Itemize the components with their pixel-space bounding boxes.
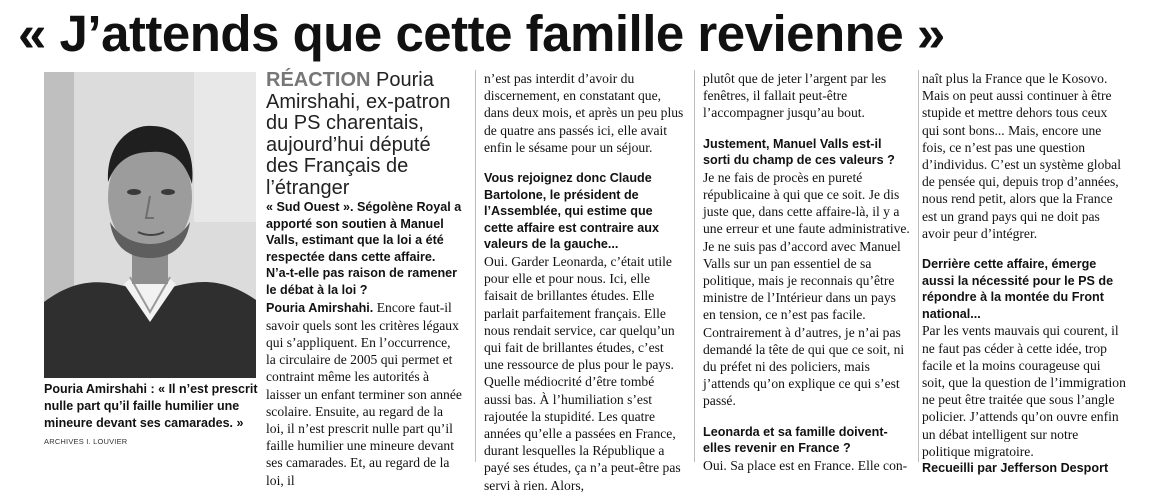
paragraph-3b: Je ne fais de procès en pureté républicaine à qui que ce soit. Je dis juste que, dans cette affaire-là, il y a une erreur et une faute administrative. Je ne suis pas d’accord avec Manuel Valls sur un pan essentiel de sa politique, mais je reconnais qu’être ministre de l’Intérieur dans un pays en tension, ce n’est pas facile. Contrairement à d’autres, je n’ai pas demandé la tête de qui que ce soit, ni du préfet ni des policiers, mais j’attends qu’on explique ce qui s’est passé.: [703, 169, 910, 409]
portrait-photo: [44, 72, 256, 378]
answer-1: [266, 299, 462, 489]
paragraph-3c: Oui. Sa place est en France. Elle con-: [703, 457, 908, 473]
question-3: Justement, Manuel Valls est-il sorti du champ de ces valeurs ?: [703, 136, 895, 168]
question-5: Derrière cette affaire, émerge aussi la nécessité pour le PS de répondre à la montée du Front national...: [922, 257, 1114, 321]
intro: [266, 70, 462, 199]
column-divider: [918, 70, 919, 462]
column-4: [922, 70, 1126, 477]
paragraph-4b: Par les vents mauvais qui courent, il ne faut pas céder à cette idée, trop facile et la moins courageuse qui soit, que la question de l’immigration ne peut être traitée que sous l’angle policier. J’attends qu’on ouvre enfin un débat intelligent sur notre politique migratoire.: [922, 323, 1126, 459]
kicker: RÉACTION: [266, 69, 371, 91]
paragraph-2a: n’est pas interdit d’avoir du discernement, en constatant que, dans deux mois, et après un peu plus de quatre ans passés ici, elle avait enfin le sésame pour un séjour.: [484, 71, 684, 155]
photo-caption: [44, 381, 258, 450]
speaker-name: Pouria Amirshahi.: [266, 300, 374, 315]
spacer: [703, 122, 910, 136]
paragraph-4a: naît plus la France que le Kosovo. Mais on peut aussi continuer à être stupide et mettre dehors tous ceux qui sont bons... Mais, encore une fois, ce n’est pas une question d’individus. C’est un système global de pensée qui, depuis trop d’années, nous rend petit, alors que la France est un grand pays qui ne doit pas avoir peur d’intégrer.: [922, 71, 1121, 241]
column-divider: [694, 70, 695, 462]
spacer: [922, 242, 1126, 256]
spacer: [703, 410, 910, 424]
question-4: Leonarda et sa famille doivent-elles revenir en France ?: [703, 424, 888, 456]
paragraph-3a: plutôt que de jeter l’argent par les fenêtres, il fallait peut-être l’accompagner jusqu’au bout.: [703, 71, 887, 121]
photo-caption-text: Pouria Amirshahi : « Il n’est prescrit nulle part qu’il faille humilier une mineure devant ses camarades. »: [44, 382, 258, 430]
question-1: « Sud Ouest ». Ségolène Royal a apporté son soutien à Manuel Valls, estimant que la loi a été respectée dans cette affaire. N’a-t-elle pas raison de ramener le débat à la loi ?: [266, 200, 462, 297]
spacer: [484, 156, 684, 170]
column-3: [703, 70, 910, 474]
column-2: [484, 70, 684, 494]
column-1: [266, 70, 462, 489]
photo-credit: ARCHIVES I. LOUVIER: [44, 437, 128, 446]
column-divider: [475, 70, 476, 462]
intro-text: Pouria Amirshahi, ex-patron du PS charentais, aujourd’hui député des Français de l’étranger: [266, 69, 451, 199]
headline: « J’attends que cette famille revienne »: [18, 5, 945, 62]
paragraph-2b: Oui. Garder Leonarda, c’était utile pour elle et pour nous. Ici, elle faisait de brillantes études. Elle parlait parfaitement français. Elle nous rendait service, car quelqu’un qui fait de brillantes études, c’est une ressource de plus pour le pays. Quelle médiocrité d’être tombé aussi bas. À l’humiliation s’est rajoutée la stupidité. Les quatre années qu’elle a passées en France, durant lesquelles la République a payé ses études, ça n’a peut-être pas servi à rien. Alors,: [484, 253, 681, 493]
answer-1-text: Encore faut-il savoir quels sont les critères légaux qui s’appliquent. En l’occurrence, la circulaire de 2005 qui permet et contraint même les autorités à laisser un enfant terminer son année scolaire. Ensuite, au regard de la loi, il n’est prescrit nulle part qu’il faille humilier une mineure devant ses camarades. Et, au regard de la loi, il: [266, 299, 462, 488]
question-2: Vous rejoignez donc Claude Bartolone, le président de l’Assemblée, qui estime que cette affaire est contraire aux valeurs de la gauche...: [484, 171, 659, 252]
signature: Recueilli par Jefferson Desport: [922, 461, 1109, 476]
portrait-photo-graphic: [44, 72, 256, 378]
